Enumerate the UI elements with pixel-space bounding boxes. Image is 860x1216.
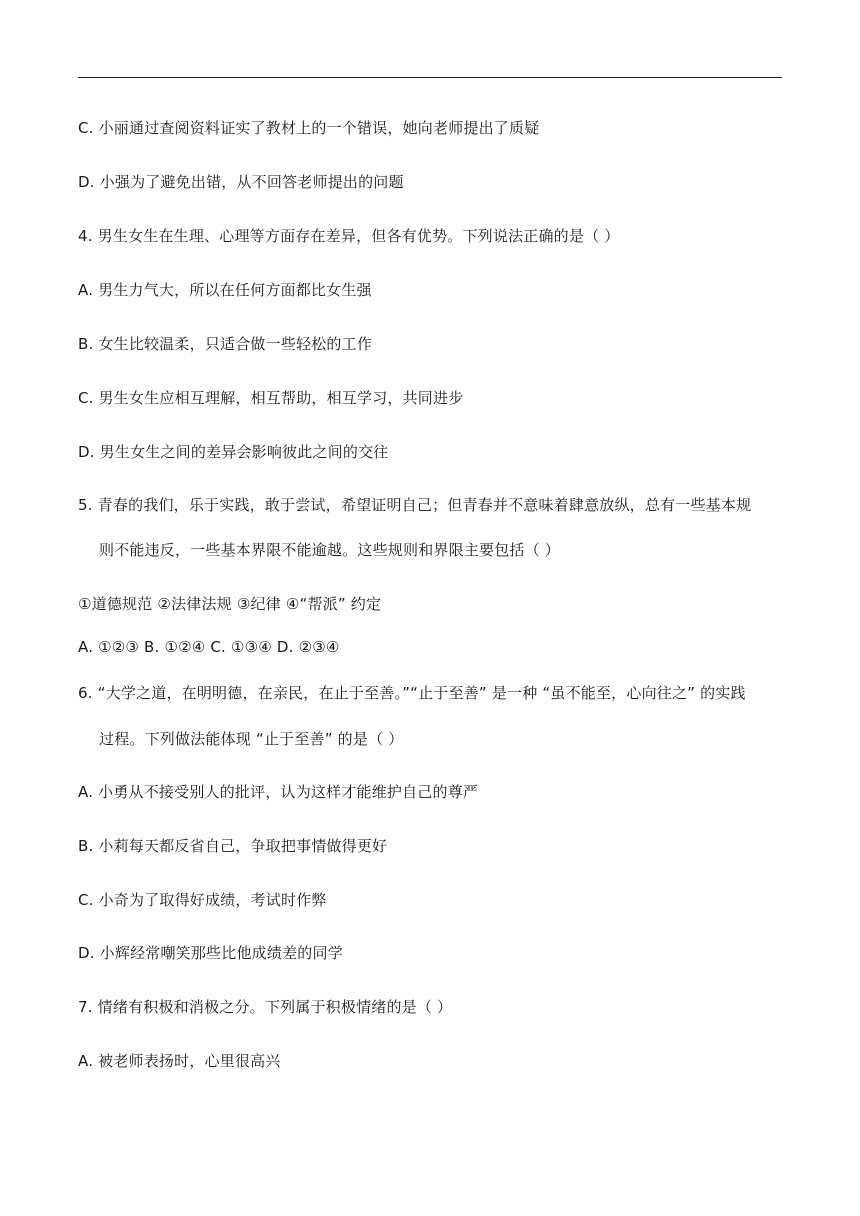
- q5-items: ①道德规范 ②法律法规 ③纪律 ④“帮派” 约定: [78, 595, 382, 613]
- q4-option-c: C. 男生女生应相互理解，相互帮助，相互学习，共同进步: [78, 389, 464, 407]
- q7-stem: 7. 情绪有积极和消极之分。下列属于积极情绪的是（ ）: [78, 998, 453, 1016]
- q6-stem-line-2: 过程。下列做法能体现 “止于至善” 的是（ ）: [99, 730, 404, 748]
- q6-option-d: D. 小辉经常嘲笑那些比他成绩差的同学: [78, 944, 343, 962]
- q6-option-c: C. 小奇为了取得好成绩，考试时作弊: [78, 891, 327, 909]
- q4-option-d: D. 男生女生之间的差异会影响彼此之间的交往: [78, 443, 389, 461]
- q6-option-b: B. 小莉每天都反省自己，争取把事情做得更好: [78, 837, 388, 855]
- q5-stem-line-2: 则不能违反，一些基本界限不能逾越。这些规则和界限主要包括（ ）: [99, 541, 560, 559]
- q4-stem: 4. 男生女生在生理、心理等方面存在差异，但各有优势。下列说法正确的是（ ）: [78, 227, 620, 245]
- q7-option-a: A. 被老师表扬时，心里很高兴: [78, 1052, 281, 1070]
- q5-stem-line-1: 5. 青春的我们，乐于实践，敢于尝试，希望证明自己；但青春并不意味着肆意放纵，总有一些基本规: [78, 496, 752, 514]
- q6-option-a: A. 小勇从不接受别人的批评，认为这样才能维护自己的尊严: [78, 783, 479, 801]
- q6-stem-line-1: 6. “大学之道，在明明德，在亲民，在止于至善。”“止于至善” 是一种 “虽不能至，心向往之” 的实践: [78, 684, 746, 702]
- q4-option-b: B. 女生比较温柔，只适合做一些轻松的工作: [78, 335, 373, 353]
- q4-option-a: A. 男生力气大，所以在任何方面都比女生强: [78, 281, 372, 299]
- q5-options: A. ①②③ B. ①②④ C. ①③④ D. ②③④: [78, 638, 340, 656]
- header-rule: [78, 77, 782, 78]
- q3-option-d: D. 小强为了避免出错，从不回答老师提出的问题: [78, 173, 404, 191]
- q3-option-c: C. 小丽通过查阅资料证实了教材上的一个错误，她向老师提出了质疑: [78, 119, 540, 137]
